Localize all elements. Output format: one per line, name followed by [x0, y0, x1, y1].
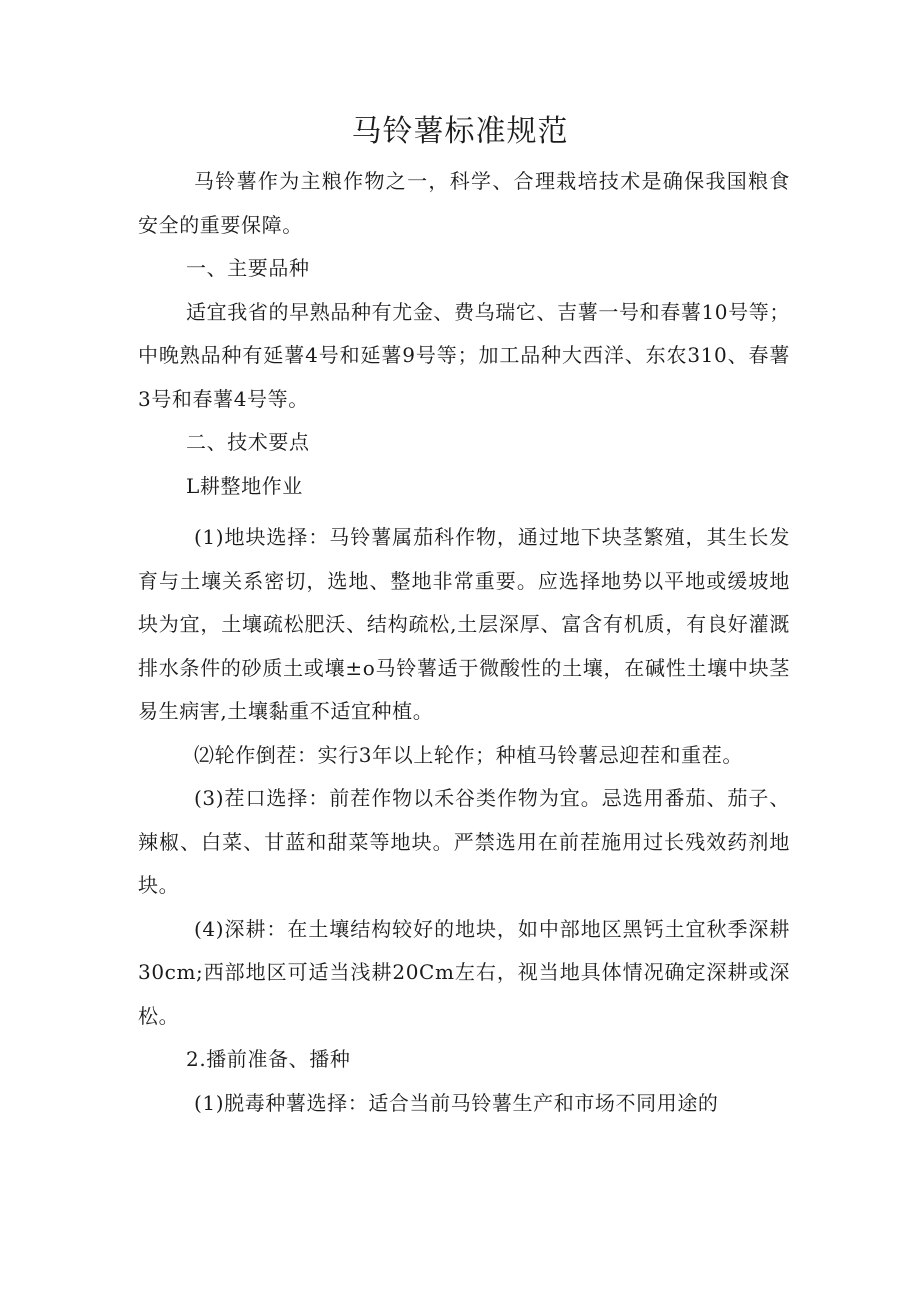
deep-tillage-paragraph: (4)深耕：在土壤结构较好的地块，如中部地区黑钙土宜秋季深耕30cm;西部地区可适当浅耕20Cm左右，视当地具体情况确定深耕或深松。 — [138, 916, 790, 1028]
seed-potato-paragraph: (1)脱毒种薯选择：适合当前马铃薯生产和市场不同用途的 — [194, 1090, 719, 1115]
plot-selection-paragraph: (1)地块选择：马铃薯属茄科作物，通过地下块茎繁殖，其生长发育与土壤关系密切，选地、整地非常重要。应选择地势以平地或缓坡地块为宜，土壤疏松肥沃、结构疏松,土层深厚、富含有机质，有良好灌溉排水条件的砂质土或壤±o马铃薯适于微酸性的土壤，在碱性土壤中块茎易生病害,土壤黏重不适宜种植。 — [138, 525, 790, 723]
previous-crop-paragraph: (3)茬口选择：前茬作物以禾谷类作物为宜。忌选用番茄、茄子、辣椒、白菜、甘蓝和甜菜等地块。严禁选用在前茬施用过长残效药剂地块。 — [138, 786, 790, 897]
varieties-paragraph: 适宜我省的早熟品种有尤金、费乌瑞它、吉薯一号和春薯10号等；中晚熟品种有延薯4号和延薯9号等；加工品种大西洋、东农310、春薯3号和春薯4号等。 — [138, 299, 790, 411]
document-body — [138, 160, 790, 1125]
subsection-heading-tillage: L耕整地作业 — [186, 473, 303, 498]
crop-rotation-paragraph: ⑵轮作倒茬：实行3年以上轮作；种植马铃薯忌迎茬和重茬。 — [194, 742, 743, 767]
section-heading-techniques: 二、技术要点 — [186, 430, 310, 454]
document-title: 马铃薯标准规范 — [351, 114, 569, 149]
subsection-heading-sowing: 2.播前准备、播种 — [186, 1047, 351, 1071]
section-heading-varieties: 一、主要品种 — [186, 256, 310, 280]
intro-paragraph: 马铃薯作为主粮作物之一，科学、合理栽培技术是确保我国粮食安全的重要保障。 — [138, 169, 790, 237]
